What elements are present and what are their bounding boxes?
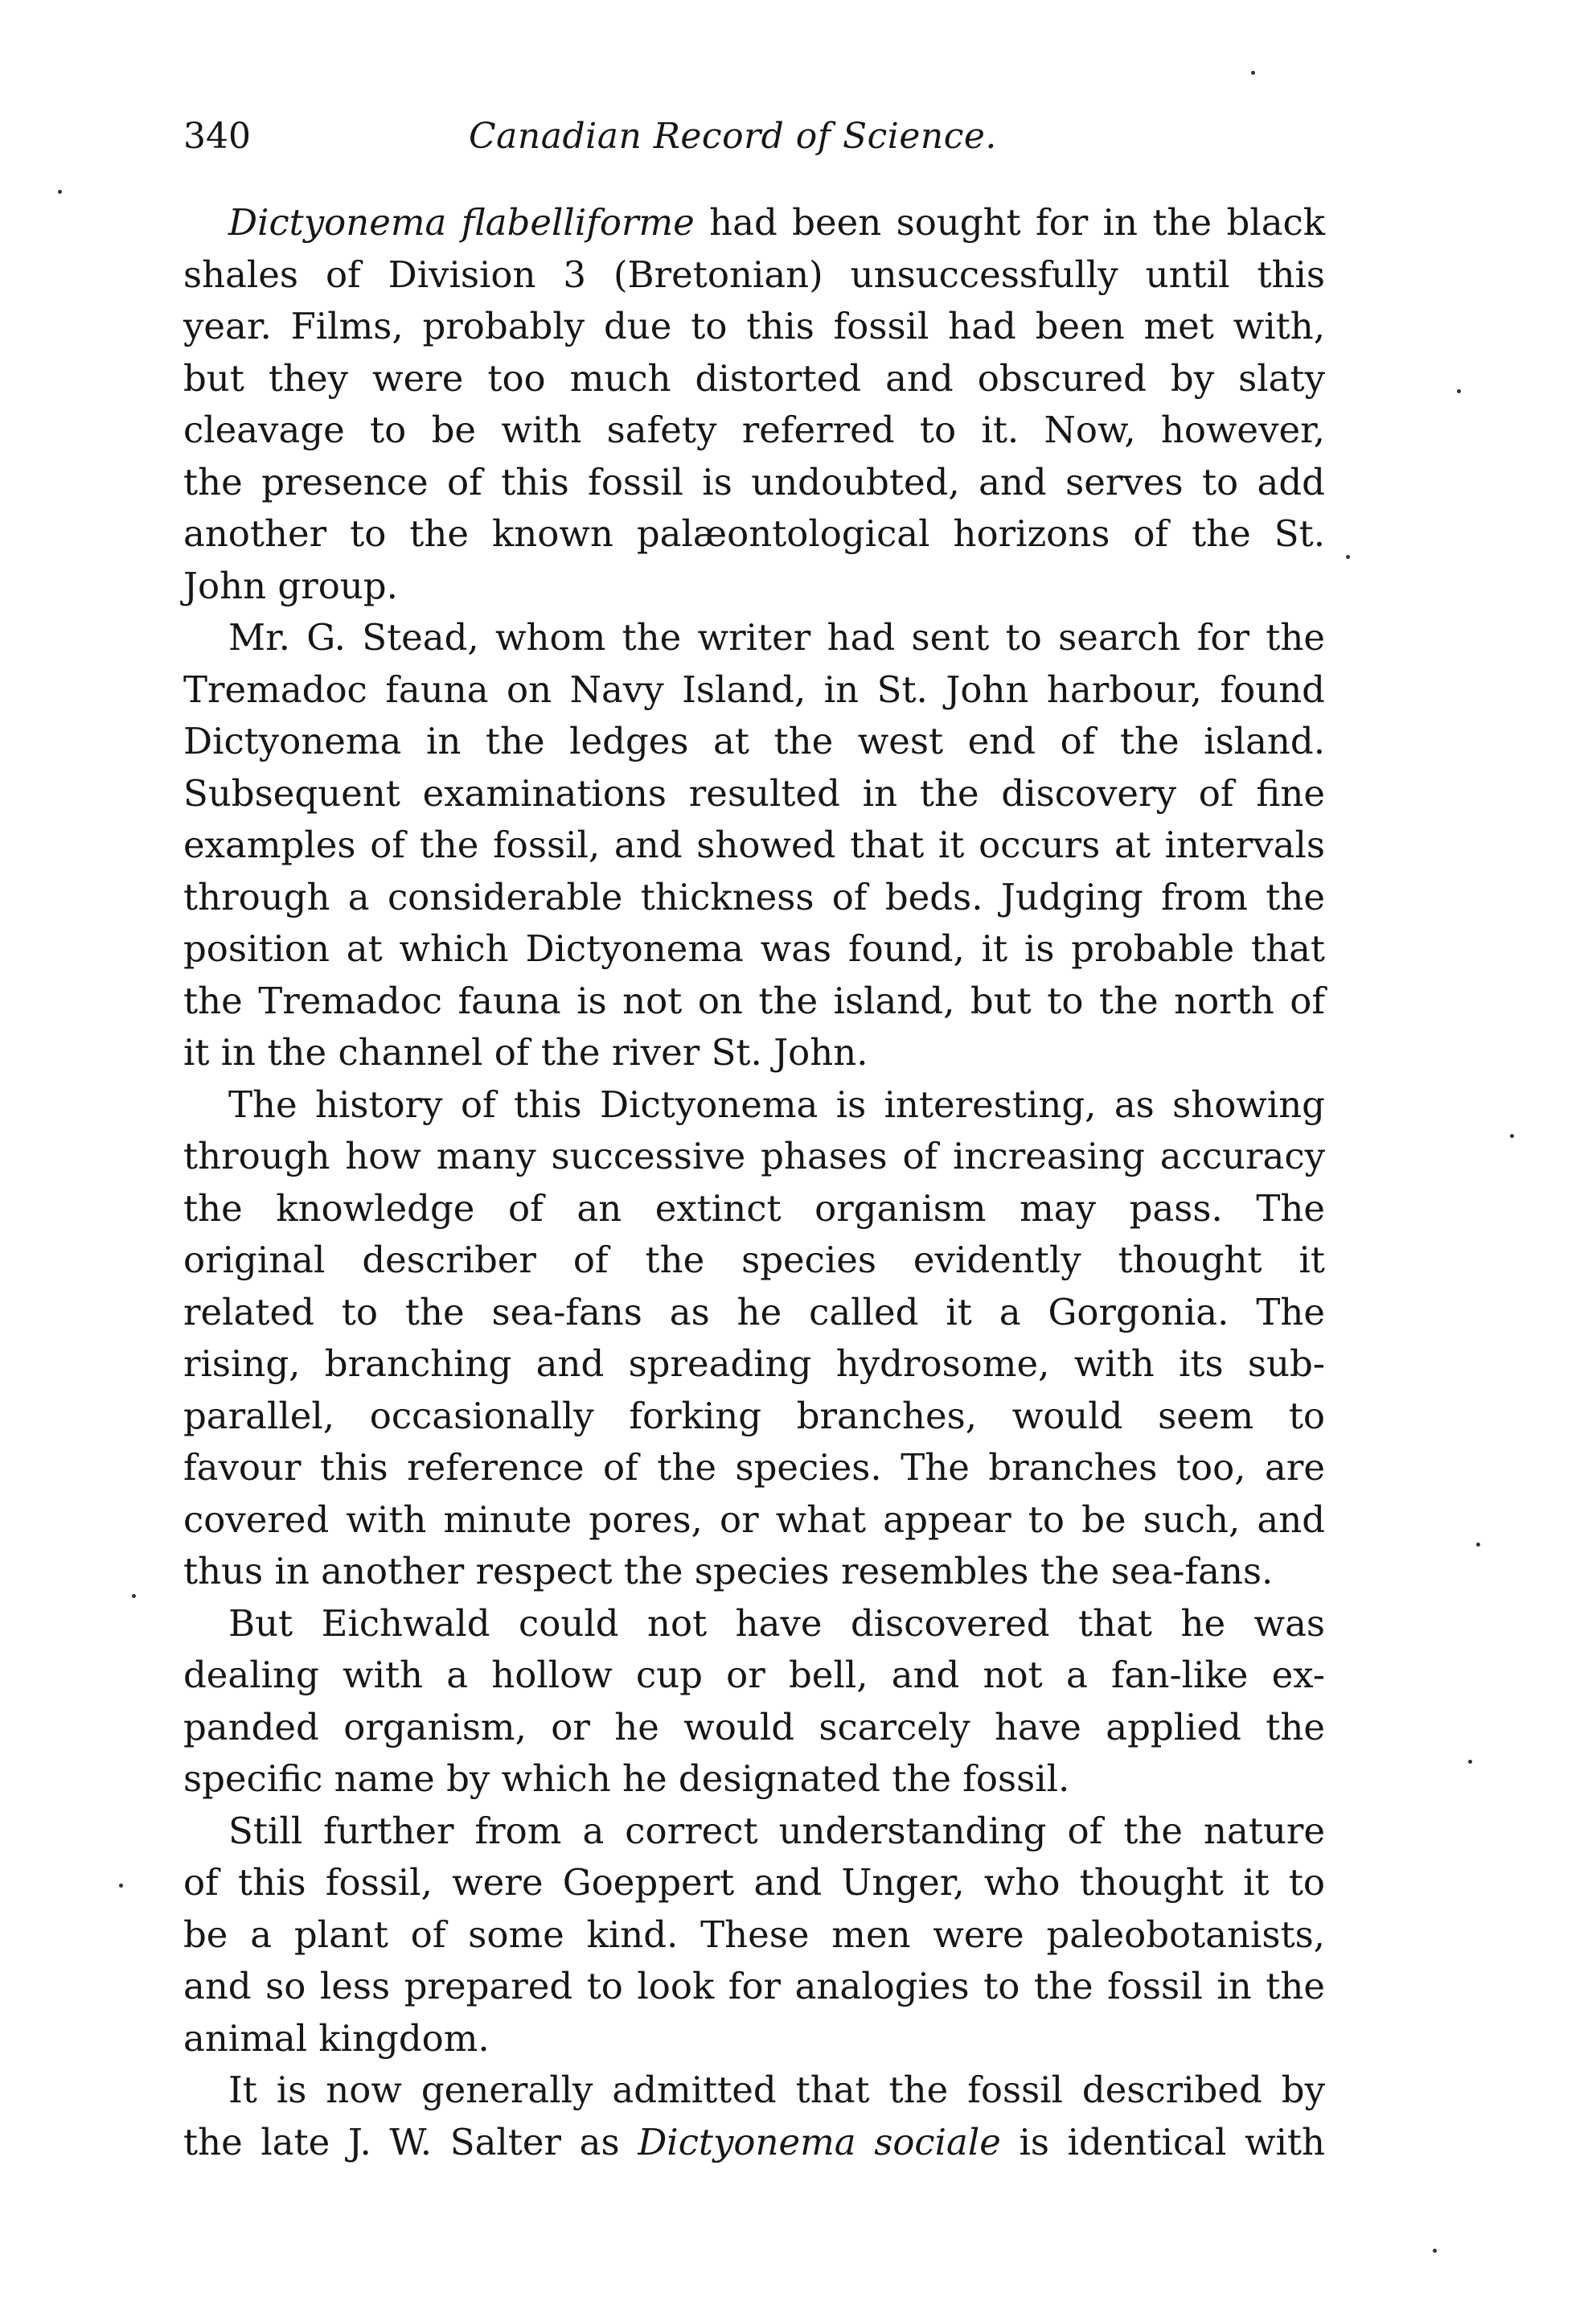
text-line: John group.	[183, 564, 398, 607]
paragraph	[183, 612, 1325, 1079]
text-line	[183, 2117, 1325, 2169]
text-line: another to the known palæontological horizons of the St.	[183, 512, 1325, 555]
text-line: through how many successive phases of increasing accuracy	[183, 1135, 1325, 1177]
scan-speck	[1468, 1760, 1472, 1764]
text-line: parallel, occasionally forking branches, would seem to	[183, 1394, 1325, 1437]
page-number: 340	[183, 116, 251, 157]
text-line: cleavage to be with safety referred to it. Now, however,	[183, 409, 1325, 451]
text-line: shales of Division 3 (Bretonian) unsuccessfully until this	[183, 253, 1325, 296]
scan-speck	[1251, 71, 1255, 75]
text-line: year. Films, probably due to this fossil had been met with,	[183, 305, 1325, 347]
text-line	[183, 197, 1325, 249]
text-line: the Tremadoc fauna is not on the island, but to the north of	[183, 979, 1325, 1022]
text-line: be a plant of some kind. These men were paleobotanists,	[183, 1913, 1325, 1956]
taxon-name: Dictyonema flabelliforme	[228, 201, 695, 244]
article-body	[183, 197, 1325, 2168]
text-line: favour this reference of the species. The branches too, are	[183, 1446, 1325, 1489]
scan-speck	[1510, 1134, 1514, 1138]
running-head	[183, 105, 1325, 169]
line-text: the late J. W. Salter as	[183, 2120, 638, 2163]
text-line: Dictyonema in the ledges at the west end of the island.	[183, 720, 1325, 762]
book-page	[183, 105, 1325, 2236]
text-line: examples of the fossil, and showed that it occurs at intervals	[183, 824, 1325, 866]
line-text: is identical with	[1000, 2120, 1325, 2163]
text-line: dealing with a hollow cup or bell, and not a fan-like ex-	[183, 1654, 1325, 1696]
text-line: but they were too much distorted and obscured by slaty	[183, 356, 1325, 400]
scan-speck	[1457, 389, 1461, 393]
text-line: covered with minute pores, or what appear to be such, and	[183, 1498, 1325, 1541]
text-line: But Eichwald could not have discovered that he was	[228, 1601, 1325, 1645]
scan-speck	[119, 1884, 123, 1888]
taxon-name: Dictyonema sociale	[638, 2120, 1001, 2163]
paragraph	[183, 1598, 1325, 1806]
text-line: of this fossil, were Goeppert and Unger, who thought it to	[183, 1861, 1325, 1904]
line-text: had been sought for in the black	[694, 201, 1325, 244]
paragraph	[183, 197, 1325, 612]
scan-speck	[1346, 555, 1350, 559]
text-line: rising, branching and spreading hydrosome, with its sub-	[183, 1342, 1325, 1385]
text-line: animal kingdom.	[183, 2016, 490, 2060]
text-line: Mr. G. Stead, whom the writer had sent to search for the	[228, 616, 1325, 659]
journal-title: Canadian Record of Science.	[469, 116, 997, 157]
text-line: through a considerable thickness of beds. Judging from the	[183, 875, 1325, 918]
text-line: it in the channel of the river St. John.	[183, 1031, 868, 1074]
paragraph	[183, 1806, 1325, 2065]
scan-speck	[132, 1594, 136, 1598]
text-line: Subsequent examinations resulted in the discovery of fine	[183, 771, 1325, 815]
text-line: It is now generally admitted that the fossil described by	[228, 2069, 1325, 2111]
text-line: position at which Dictyonema was found, it is probable that	[183, 927, 1325, 970]
text-line: The history of this Dictyonema is interesting, as showing	[228, 1083, 1325, 1126]
scan-speck	[58, 190, 62, 194]
text-line: and so less prepared to look for analogies to the fossil in the	[183, 1965, 1325, 2007]
text-line: the knowledge of an extinct organism may pass. The	[183, 1186, 1325, 1230]
paragraph	[183, 1079, 1325, 1598]
text-line: specific name by which he designated the fossil.	[183, 1757, 1070, 1800]
text-line: Still further from a correct understanding of the nature	[228, 1809, 1325, 1852]
text-line: the presence of this fossil is undoubted, and serves to add	[183, 460, 1325, 503]
text-line: original describer of the species evidently thought it	[183, 1239, 1325, 1281]
scan-speck	[1476, 1543, 1480, 1547]
text-line: thus in another respect the species resembles the sea-fans.	[183, 1550, 1274, 1592]
text-line: Tremadoc fauna on Navy Island, in St. John harbour, found	[183, 668, 1325, 711]
paragraph	[183, 2065, 1325, 2168]
text-line: related to the sea-fans as he called it a Gorgonia. The	[183, 1290, 1325, 1333]
text-line: panded organism, or he would scarcely have applied the	[183, 1705, 1325, 1748]
scan-speck	[1433, 2249, 1437, 2253]
